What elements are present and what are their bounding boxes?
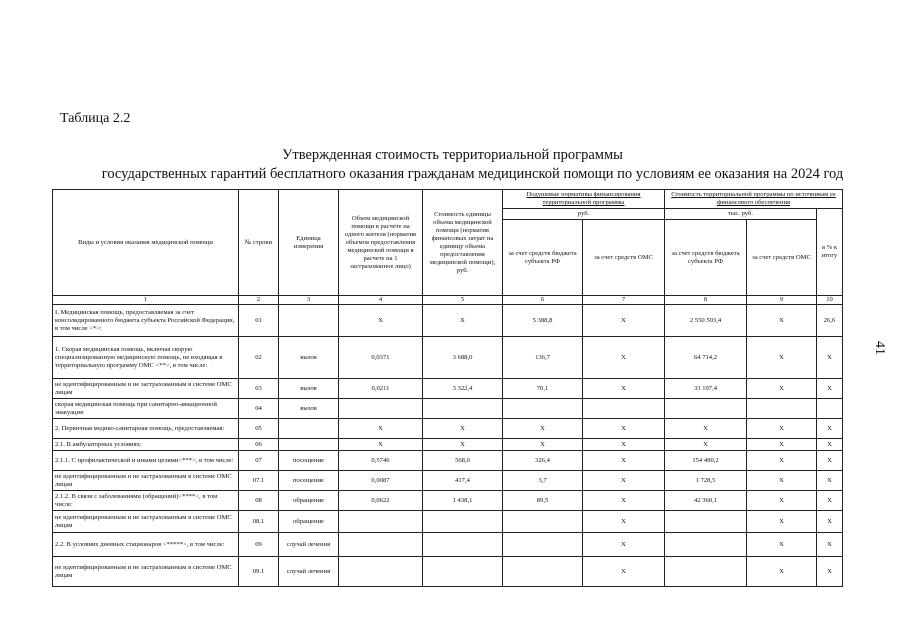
row-volume: 0,0371	[339, 337, 423, 379]
row-kind: не идентифицированным и не застрахованным в системе ОМС лицам	[53, 471, 239, 491]
header-line-no: № строки	[239, 190, 279, 296]
row-per-capita-budget: 3,7	[503, 471, 583, 491]
column-number: 7	[583, 296, 665, 305]
row-unit: вызов	[279, 379, 339, 399]
column-number: 3	[279, 296, 339, 305]
row-volume: X	[339, 439, 423, 451]
column-number: 5	[423, 296, 503, 305]
row-total-budget: 33 197,4	[665, 379, 747, 399]
row-per-capita-budget: 70,1	[503, 379, 583, 399]
row-kind: 2.1.1. С профилактической и иными целями<***>, в том числе:	[53, 451, 239, 471]
header-kind: Виды и условия оказания медицинской помощи	[53, 190, 239, 296]
row-per-capita-oms: X	[583, 451, 665, 471]
row-percent: X	[817, 533, 843, 557]
table-row	[53, 491, 843, 511]
table-caption: Таблица 2.2	[60, 111, 131, 126]
row-unit-cost: X	[423, 419, 503, 439]
row-total-budget: 2 550 503,4	[665, 305, 747, 337]
table-row	[53, 337, 843, 379]
row-percent: X	[817, 337, 843, 379]
row-unit: случай лечения	[279, 533, 339, 557]
row-per-capita-budget: 89,5	[503, 491, 583, 511]
document-title-line-1: Утвержденная стоимость территориальной программы	[282, 147, 623, 163]
row-percent: X	[817, 451, 843, 471]
row-total-budget	[665, 399, 747, 419]
row-total-oms: X	[747, 491, 817, 511]
row-unit: посещение	[279, 471, 339, 491]
column-number: 1	[53, 296, 239, 305]
row-volume	[339, 533, 423, 557]
column-number-row	[53, 296, 843, 305]
row-per-capita-oms: X	[583, 533, 665, 557]
column-number: 2	[239, 296, 279, 305]
row-line-no: 03	[239, 379, 279, 399]
table-row	[53, 399, 843, 419]
row-per-capita-budget: 136,7	[503, 337, 583, 379]
row-percent: X	[817, 471, 843, 491]
row-unit	[279, 419, 339, 439]
row-unit: обращение	[279, 511, 339, 533]
header-unit-cost: Стоимость единицы объема медицинской помощи (норматив финансовых затрат на единицу объема предоставления медицинской помощи), руб.	[423, 190, 503, 296]
row-per-capita-oms: X	[583, 305, 665, 337]
row-volume: 0,5746	[339, 451, 423, 471]
row-volume	[339, 511, 423, 533]
row-total-oms: X	[747, 305, 817, 337]
row-per-capita-budget	[503, 399, 583, 419]
column-number: 4	[339, 296, 423, 305]
header-group-per-capita-unit: руб.	[503, 209, 665, 220]
row-per-capita-budget	[503, 533, 583, 557]
row-kind: не идентифицированным и не застрахованным в системе ОМС лицам	[53, 379, 239, 399]
row-percent: 26,6	[817, 305, 843, 337]
row-total-oms	[747, 399, 817, 419]
row-unit: вызов	[279, 337, 339, 379]
row-unit-cost	[423, 511, 503, 533]
row-kind: 2.2. В условиях дневных стационаров <*****>, в том числе:	[53, 533, 239, 557]
row-total-oms: X	[747, 419, 817, 439]
table-row	[53, 419, 843, 439]
row-total-budget	[665, 557, 747, 587]
row-per-capita-budget	[503, 511, 583, 533]
header-per-capita-oms: за счет средств ОМС	[583, 220, 665, 296]
row-line-no: 01	[239, 305, 279, 337]
header-volume: Объем медицинской помощи в расчете на одного жителя (норматив объемов предоставления медицинской помощи в расчете на 1 застрахованное лицо)	[339, 190, 423, 296]
row-per-capita-budget	[503, 557, 583, 587]
row-unit: обращение	[279, 491, 339, 511]
table-row	[53, 471, 843, 491]
row-line-no: 05	[239, 419, 279, 439]
row-kind: не идентифицированным и не застрахованным в системе ОМС лицам	[53, 557, 239, 587]
row-per-capita-oms: X	[583, 379, 665, 399]
row-line-no: 09	[239, 533, 279, 557]
row-unit	[279, 439, 339, 451]
row-per-capita-oms: X	[583, 511, 665, 533]
row-unit-cost	[423, 399, 503, 419]
row-per-capita-oms: X	[583, 471, 665, 491]
row-unit: посещение	[279, 451, 339, 471]
row-unit-cost	[423, 557, 503, 587]
column-number: 9	[747, 296, 817, 305]
column-number: 10	[817, 296, 843, 305]
row-total-budget	[665, 533, 747, 557]
header-total-oms: за счет средств ОМС	[747, 220, 817, 296]
row-per-capita-oms: X	[583, 491, 665, 511]
cost-table	[52, 189, 843, 587]
row-total-oms: X	[747, 379, 817, 399]
row-per-capita-budget: X	[503, 439, 583, 451]
row-total-oms: X	[747, 557, 817, 587]
row-line-no: 09.1	[239, 557, 279, 587]
row-per-capita-budget: 5 388,8	[503, 305, 583, 337]
row-per-capita-oms: X	[583, 439, 665, 451]
header-percent: в % к итогу	[817, 209, 843, 296]
header-group-per-capita: Подушевые нормативы финансирования территориальной программы	[503, 190, 665, 209]
row-line-no: 04	[239, 399, 279, 419]
row-unit-cost: 3 688,0	[423, 337, 503, 379]
row-kind: 1. Скорая медицинская помощь, включая скорую специализированную медицинскую помощь, не входящая в территориальную программу ОМС <**>, в том числе:	[53, 337, 239, 379]
row-percent: X	[817, 491, 843, 511]
table-row	[53, 557, 843, 587]
row-line-no: 08.1	[239, 511, 279, 533]
row-line-no: 06	[239, 439, 279, 451]
row-total-oms: X	[747, 439, 817, 451]
row-unit-cost: 417,4	[423, 471, 503, 491]
row-unit-cost: X	[423, 439, 503, 451]
row-unit	[279, 305, 339, 337]
row-kind: скорая медицинская помощь при санитарно-авиационной эвакуации	[53, 399, 239, 419]
row-unit-cost: X	[423, 305, 503, 337]
table-header	[53, 190, 843, 305]
row-total-oms: X	[747, 511, 817, 533]
row-per-capita-oms: X	[583, 419, 665, 439]
row-line-no: 02	[239, 337, 279, 379]
row-unit-cost: 1 438,1	[423, 491, 503, 511]
table-row	[53, 439, 843, 451]
row-per-capita-oms: X	[583, 557, 665, 587]
table-row	[53, 305, 843, 337]
row-total-oms: X	[747, 533, 817, 557]
page-number: 41	[872, 341, 887, 355]
table-row	[53, 511, 843, 533]
row-kind: I. Медицинская помощь, предоставляемая за счет консолидированного бюджета субъекта Российской Федерации, в том числе <*>:	[53, 305, 239, 337]
row-percent: X	[817, 379, 843, 399]
header-unit: Единица измерения	[279, 190, 339, 296]
row-volume	[339, 399, 423, 419]
row-volume: X	[339, 419, 423, 439]
header-per-capita-budget: за счет средств бюджета субъекта РФ	[503, 220, 583, 296]
row-kind: не идентифицированным и не застрахованным в системе ОМС лицам	[53, 511, 239, 533]
row-total-budget	[665, 511, 747, 533]
row-total-oms: X	[747, 337, 817, 379]
row-total-budget: 1 728,5	[665, 471, 747, 491]
row-total-budget: 154 490,2	[665, 451, 747, 471]
table-row	[53, 533, 843, 557]
column-number: 8	[665, 296, 747, 305]
row-total-budget: X	[665, 419, 747, 439]
row-line-no: 07	[239, 451, 279, 471]
row-percent: X	[817, 557, 843, 587]
row-total-oms: X	[747, 471, 817, 491]
row-unit-cost: 568,0	[423, 451, 503, 471]
row-total-budget: X	[665, 439, 747, 451]
row-kind: 2.1.2. В связи с заболеваниями (обращений)<****>, в том числе:	[53, 491, 239, 511]
row-total-budget: 42 360,1	[665, 491, 747, 511]
row-per-capita-budget: X	[503, 419, 583, 439]
table-row	[53, 451, 843, 471]
row-percent	[817, 399, 843, 419]
table-row	[53, 379, 843, 399]
row-kind: 2. Первичная медико-санитарная помощь, предоставляемая:	[53, 419, 239, 439]
row-volume	[339, 557, 423, 587]
row-percent: X	[817, 419, 843, 439]
row-per-capita-budget: 326,4	[503, 451, 583, 471]
row-unit-cost: 3 322,4	[423, 379, 503, 399]
row-volume: X	[339, 305, 423, 337]
row-percent: X	[817, 511, 843, 533]
document-title-line-2: государственных гарантий бесплатного оказания гражданам медицинской помощи по условиям ее оказания на 2024 год	[101, 166, 844, 182]
header-group-total-cost: Стоимость территориальной программы по источникам ее финансового обеспечения	[665, 190, 843, 209]
row-unit-cost	[423, 533, 503, 557]
row-line-no: 08	[239, 491, 279, 511]
row-volume: 0,0211	[339, 379, 423, 399]
header-total-budget: за счет средств бюджета субъекта РФ	[665, 220, 747, 296]
column-number: 6	[503, 296, 583, 305]
row-per-capita-oms: X	[583, 337, 665, 379]
row-volume: 0,0087	[339, 471, 423, 491]
row-per-capita-oms	[583, 399, 665, 419]
header-group-total-cost-unit: тыс. руб.	[665, 209, 817, 220]
row-kind: 2.1. В амбулаторных условиях:	[53, 439, 239, 451]
row-line-no: 07.1	[239, 471, 279, 491]
row-volume: 0,0622	[339, 491, 423, 511]
row-unit: случай лечения	[279, 557, 339, 587]
row-percent: X	[817, 439, 843, 451]
table-body	[53, 305, 843, 587]
row-unit: вызов	[279, 399, 339, 419]
row-total-oms: X	[747, 451, 817, 471]
row-total-budget: 64 714,2	[665, 337, 747, 379]
